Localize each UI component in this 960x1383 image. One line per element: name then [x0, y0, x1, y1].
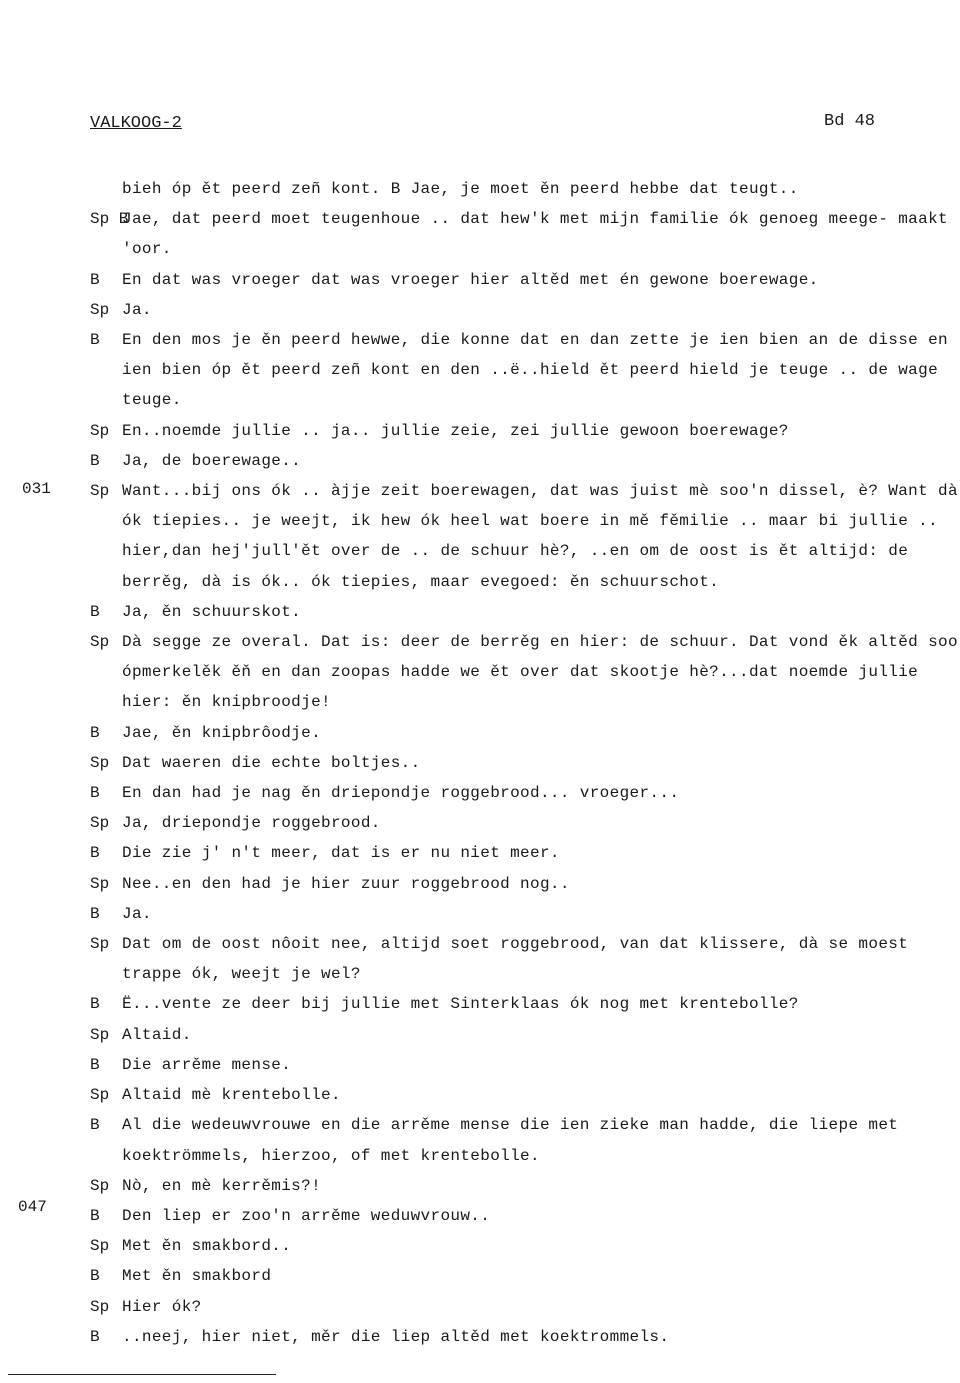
- transcript-entry: [0, 1110, 960, 1170]
- transcript-entry: [0, 808, 960, 838]
- utterance-text: Den liep er zoo'n arrěme weduwvrouw..: [122, 1206, 491, 1225]
- speaker-label: Sp: [90, 874, 110, 893]
- transcript-entry: [0, 416, 960, 446]
- speaker-label: Sp: [90, 1025, 110, 1044]
- transcript-entry: [0, 295, 960, 325]
- speaker-label: Sp: [90, 300, 110, 319]
- transcript-entry: [0, 1050, 960, 1080]
- speaker-label: Sp: [90, 753, 110, 772]
- transcript-entry: [0, 778, 960, 808]
- utterance-text: En dan had je nag ěn driepondje roggebrood... vroeger...: [122, 784, 680, 803]
- speaker-label: B: [90, 995, 100, 1014]
- transcript-entry: [0, 748, 960, 778]
- utterance-text: En den mos je ěn peerd hewwe, die konne dat en dan zette je ien bien an de disse en ien bien óp ět peerd zeñ kont en den ..ë..hield ět peerd hield je teuge .. de wage teuge.: [122, 331, 948, 410]
- utterance-text: Die arrěme mense.: [122, 1055, 292, 1074]
- speaker-label: Sp: [90, 935, 110, 954]
- transcript-entry: [0, 1171, 960, 1201]
- speaker-label: Sp: [90, 482, 110, 501]
- speaker-label: B: [90, 844, 100, 863]
- utterance-text: En..noemde jullie .. ja.. jullie zeie, zei jullie gewoon boerewage?: [122, 421, 789, 440]
- speaker-label: B: [90, 270, 100, 289]
- utterance-text: Ë...vente ze deer bij jullie met Sinterklaas ók nog met krentebolle?: [122, 995, 799, 1014]
- transcript-entry: [0, 869, 960, 899]
- utterance-text: Jae, ěn knipbrôodje.: [122, 723, 322, 742]
- transcript-entry: [0, 1080, 960, 1110]
- utterance-text: Ja, driepondje roggebrood.: [122, 814, 381, 833]
- speaker-label: B: [90, 451, 100, 470]
- margin-line-number: 047: [18, 1198, 47, 1216]
- utterance-text: Ja, ěn schuurskot.: [122, 602, 302, 621]
- utterance-text: Ja, de boerewage..: [122, 451, 302, 470]
- utterance-text: Hier ók?: [122, 1297, 202, 1316]
- utterance-text: En dat was vroeger dat was vroeger hier altěd met én gewone boerewage.: [122, 270, 819, 289]
- speaker-label: B: [90, 331, 100, 350]
- utterance-text: bieh óp ět peerd zeñ kont. B Jae, je moet ěn peerd hebbe dat teugt..: [122, 180, 799, 198]
- transcript-entry: [0, 1261, 960, 1291]
- margin-line-number: 031: [22, 480, 51, 498]
- utterance-text: Die zie j' n't meer, dat is er nu niet meer.: [122, 844, 560, 863]
- speaker-label: Sp B: [90, 210, 129, 229]
- utterance-text: Want...bij ons ók .. àjje zeit boerewagen, dat was juist mè soo'n dissel, è? Want dà ók tiepies.. je weejt, ik hew ók heel wat boere in mě fěmilie .. maar bi jullie .. hier,dan hej'jull'ět over de .. de schuur hè?, ..en om de oost is ět altijd: de berrěg, dà is ók.. ók tiepies, maar evegoed: ěn schuurschot.: [122, 482, 958, 591]
- utterance-text: Al die wedeuwvrouwe en die arrěme mense die ien zieke man hadde, die liepe met koektrömmels, hierzoo, of met krentebolle.: [122, 1116, 899, 1165]
- transcript-entry: [0, 1292, 960, 1322]
- utterance-text: Ja.: [122, 300, 152, 319]
- transcript: [0, 174, 960, 1352]
- utterance-text: Nee..en den had je hier zuur roggebrood nog..: [122, 874, 570, 893]
- transcript-entry: [0, 989, 960, 1019]
- utterance-text: Ja.: [122, 904, 152, 923]
- speaker-label: B: [90, 1116, 100, 1135]
- utterance-text: Met ěn smakbord: [122, 1267, 272, 1286]
- speaker-label: B: [90, 1267, 100, 1286]
- utterance-text: Dà segge ze overal. Dat is: deer de berrěg en hier: de schuur. Dat vond ěk altěd soo ópmerkelěk ěň en dan zoopas hadde we ět over dat skootje hè?...dat noemde jullie hier: ěn knipbroodje!: [122, 633, 958, 712]
- speaker-label: B: [90, 784, 100, 803]
- transcript-entry: [0, 929, 960, 989]
- transcript-entry: [0, 265, 960, 295]
- utterance-text: ..neej, hier niet, měr die liep altěd met koektrommels.: [122, 1327, 670, 1346]
- speaker-label: Sp: [90, 1176, 110, 1195]
- transcript-entry: [0, 1231, 960, 1261]
- transcript-entry: [0, 838, 960, 868]
- transcript-entry: [0, 1322, 960, 1352]
- speaker-label: Sp: [90, 814, 110, 833]
- transcript-entry: [0, 1201, 960, 1231]
- transcript-entry: [0, 174, 960, 204]
- transcript-entry: [0, 325, 960, 416]
- speaker-label: B: [90, 1055, 100, 1074]
- transcript-entry: [0, 627, 960, 718]
- utterance-text: Met ěn smakbord..: [122, 1237, 292, 1256]
- speaker-label: B: [90, 904, 100, 923]
- speaker-label: Sp: [90, 633, 110, 652]
- transcript-entry: [0, 446, 960, 476]
- page-reference: Bd 48: [824, 112, 876, 131]
- utterance-text: Jae, dat peerd moet teugenhoue .. dat hew'k met mijn familie ók genoeg meege- maakt 'oor.: [122, 210, 948, 259]
- speaker-label: B: [90, 723, 100, 742]
- utterance-text: Altaid.: [122, 1025, 192, 1044]
- footnote-rule: [8, 1374, 276, 1375]
- speaker-label: B: [90, 1206, 100, 1225]
- utterance-text: Nò, en mè kerrěmis?!: [122, 1176, 322, 1195]
- utterance-text: Altaid mè krentebolle.: [122, 1086, 341, 1105]
- transcript-entry: [0, 899, 960, 929]
- utterance-text: Dat om de oost nôoit nee, altijd soet roggebrood, van dat klissere, dà se moest trappe ók, weejt je wel?: [122, 935, 909, 984]
- speaker-label: B: [90, 602, 100, 621]
- transcript-entry: [0, 204, 960, 264]
- utterance-text: Dat waeren die echte boltjes..: [122, 753, 421, 772]
- speaker-label: Sp: [90, 1086, 110, 1105]
- speaker-label: Sp: [90, 421, 110, 440]
- transcript-entry: [0, 1020, 960, 1050]
- transcript-entry: [0, 476, 960, 597]
- speaker-label: Sp: [90, 1237, 110, 1256]
- transcript-entry: [0, 597, 960, 627]
- transcript-entry: [0, 718, 960, 748]
- speaker-label: Sp: [90, 1297, 110, 1316]
- document-title: VALKOOG-2: [90, 114, 182, 133]
- speaker-label: B: [90, 1327, 100, 1346]
